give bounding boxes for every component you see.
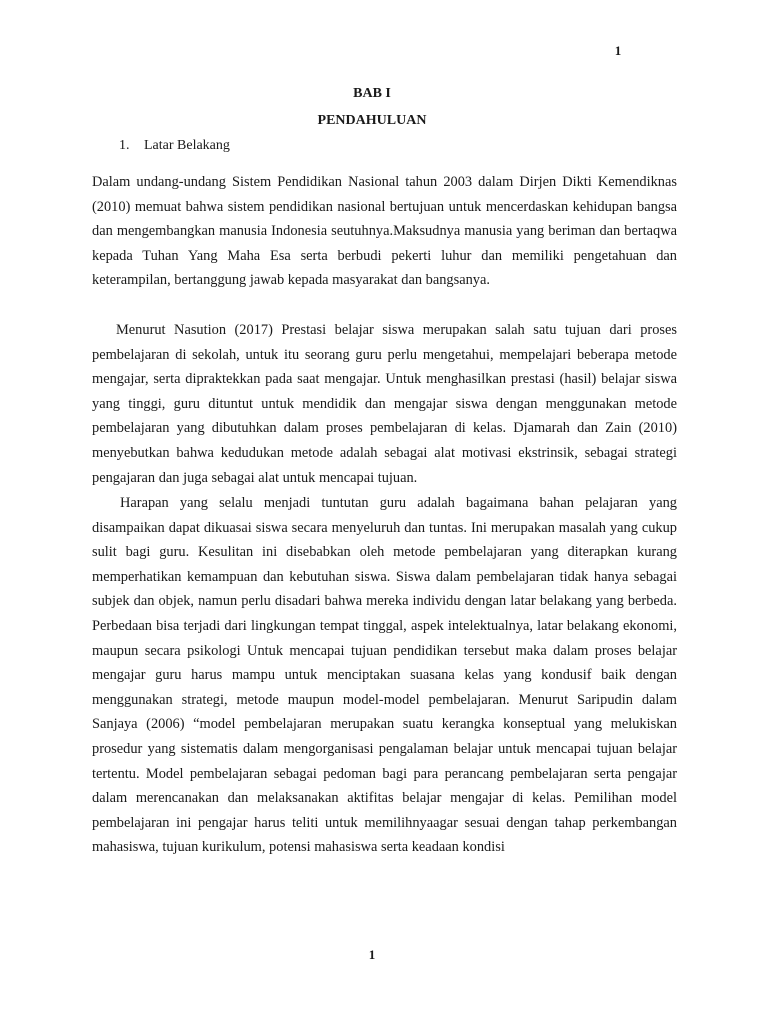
- section-number: 1.: [119, 138, 130, 153]
- paragraph-text: Harapan yang selalu menjadi tuntutan guru adalah bagaimana bahan pelajaran yang disampaikan dapat dikuasai siswa secara menyeluruh dan tuntas. Ini merupakan masalah yang cukup sulit bagi guru. Kesulitan ini disebabkan oleh metode pembelajaran yang diterapkan kurang memperhatikan kemampuan dan kebutuhan siswa. Siswa dalam pembelajaran tidak hanya sebagai subjek dan objek, namun perlu disadari bahwa mereka individu dengan latar belakang yang berbeda. Perbedaan bisa terjadi dari lingkungan tempat tinggal, aspek intelektualnya, latar belakang ekonomi, maupun secara psikologi Untuk mencapai tujuan pendidikan tersebut maka dalam proses belajar mengajar guru harus mampu untuk menciptakan suasana kelas yang kondusif baik dengan menggunakan strategi, metode maupun model-model pembelajaran. Menurut Saripudin dalam Sanjaya (2006) “model pembelajaran merupakan suatu kerangka konseptual yang melukiskan prosedur yang sistematis dalam mengorganisasi pengalaman belajar untuk mencapai tujuan belajar tertentu. Model pembelajaran sebagai pedoman bagi para perancang pembelajaran serta pengajar dalam merencanakan dan melaksanakan aktifitas belajar mengajar di kelas. Pemilihan model pembelajaran ini pengajar harus teliti untuk memilihnyaagar sesuai dengan tahap perkembangan mahasiswa, tujuan kurikulum, potensi mahasiswa serta keadaan kondisi: [92, 495, 677, 856]
- header-page-number: 1: [614, 43, 622, 58]
- paragraph-text: Dalam undang-undang Sistem Pendidikan Nasional tahun 2003 dalam Dirjen Dikti Kemendiknas (2010) memuat bahwa sistem pendidikan nasional bertujuan untuk mencerdaskan kehidupan bangsa dan mengembangkan manusia Indonesia seutuhnya.Maksudnya manusia yang beriman dan bertaqwa kepada Tuhan Yang Maha Esa serta berbudi pekerti luhur dan memiliki pengetahuan dan keterampilan, bertanggung jawab kepada masyarakat dan bangsanya.: [92, 174, 677, 289]
- section-title: Latar Belakang: [144, 138, 230, 153]
- paragraph-text: Menurut Nasution (2017) Prestasi belajar siswa merupakan salah satu tujuan dari proses pembelajaran di sekolah, untuk itu seorang guru perlu mengetahui, mempelajari beberapa metode mengajar, serta dipraktekkan pada saat mengajar. Untuk menghasilkan prestasi (hasil) belajar siswa yang tinggi, guru dituntut untuk mendidik dan mengajar siswa dengan menggunakan metode pembelajaran yang dibutuhkan dalam proses pembelajaran di kelas. Djamarah dan Zain (2010) menyebutkan bahwa kedudukan metode adalah sebagai alat motivasi ekstrinsik, sebagai strategi pengajaran dan juga sebagai alat untuk mencapai tujuan.: [92, 322, 677, 486]
- paragraph-2: [92, 318, 677, 490]
- paragraph-3: [92, 491, 677, 860]
- chapter-title: PENDAHULUAN: [317, 113, 427, 128]
- footer-page-number: 1: [368, 947, 376, 962]
- section-heading: [119, 138, 230, 154]
- chapter-heading: BAB I: [353, 86, 391, 101]
- paragraph-1: [92, 170, 677, 293]
